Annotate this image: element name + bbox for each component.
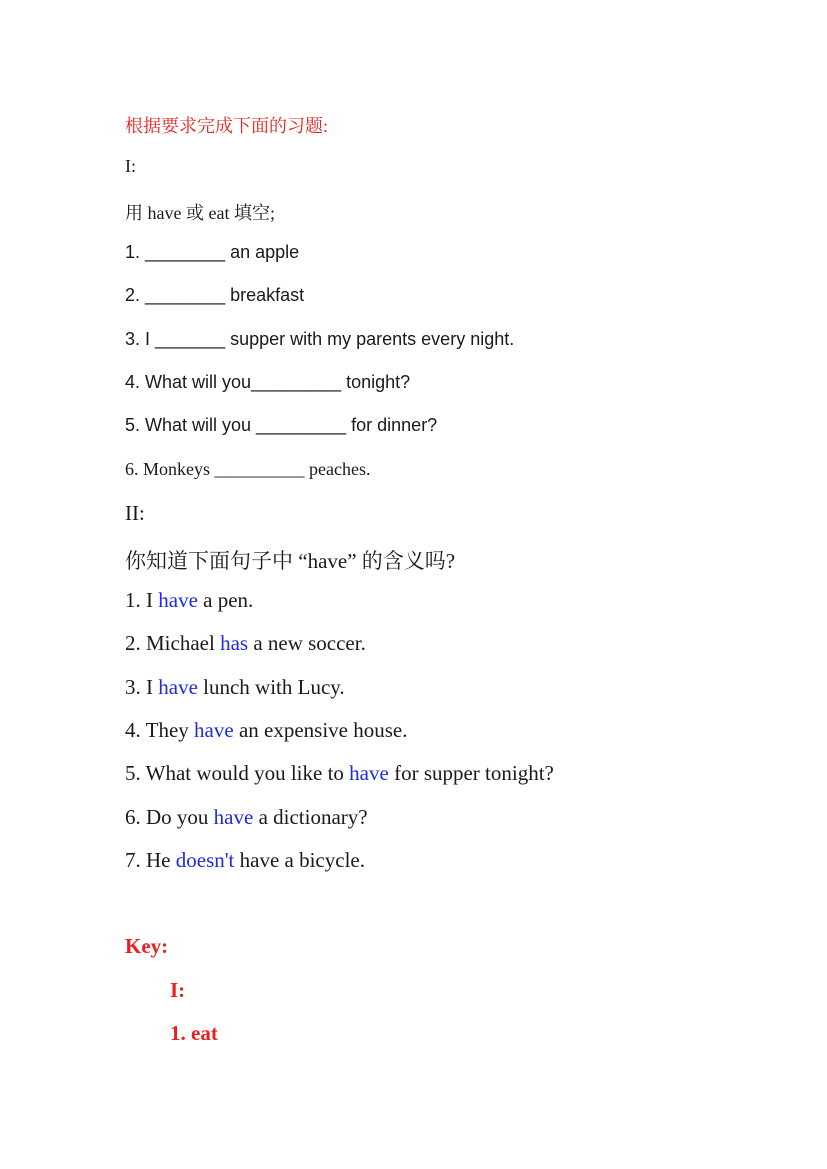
sentence-text: 1. I <box>125 588 159 612</box>
highlighted-word: doesn't <box>175 848 235 872</box>
sentence-text: 5. What would you like to <box>125 761 350 785</box>
sentence-5 <box>125 761 554 786</box>
sentence-text: a new soccer. <box>248 631 366 655</box>
sentence-2 <box>125 631 366 656</box>
part2-heading: II: <box>125 501 145 525</box>
part1-heading: I: <box>125 156 136 176</box>
sentence-text: 7. He <box>125 848 176 872</box>
highlighted-word: have <box>213 805 254 829</box>
prompt-or: 或 <box>185 203 204 223</box>
sentence-text: 3. I <box>125 675 159 699</box>
exercise-item-5: 5. What will you _________ for dinner? <box>125 415 438 435</box>
part2-question: 你知道下面句子中 “have” 的含义吗? <box>125 549 456 573</box>
sentence-text: have a bicycle. <box>234 848 365 872</box>
highlighted-word: have <box>158 675 198 699</box>
sentence-text: 4. They <box>125 718 195 742</box>
sentence-text: an expensive house. <box>233 718 408 742</box>
sentence-text: for supper tonight? <box>388 761 554 785</box>
prompt-word-have: have <box>147 203 182 223</box>
highlighted-word: have <box>349 761 389 785</box>
exercise-item-2: 2. ________ breakfast <box>125 285 305 305</box>
prompt-post: 填空; <box>233 203 275 223</box>
sentence-text: 2. Michael <box>125 631 221 655</box>
key-part-heading: I: <box>170 978 186 1002</box>
sentence-text: 6. Do you <box>125 805 214 829</box>
prompt-pre: 用 <box>125 203 143 223</box>
sentence-text: a dictionary? <box>253 805 368 829</box>
highlighted-word: have <box>158 588 198 612</box>
exercise-item-4: 4. What will you_________ tonight? <box>125 372 411 392</box>
part1-prompt <box>125 199 275 225</box>
sentence-7 <box>125 848 365 873</box>
highlighted-word: has <box>220 631 249 655</box>
instruction: 根据要求完成下面的习题: <box>125 116 328 136</box>
sentence-1 <box>125 588 253 613</box>
key-heading: Key: <box>125 934 169 958</box>
exercise-item-6: 6. Monkeys __________ peaches. <box>125 459 371 479</box>
sentence-3 <box>125 675 345 700</box>
prompt-word-eat: eat <box>208 203 230 223</box>
exercise-item-3: 3. I _______ supper with my parents every night. <box>125 329 515 349</box>
sentence-text: a pen. <box>197 588 254 612</box>
sentence-text: lunch with Lucy. <box>197 675 345 699</box>
key-answer-1: 1. eat <box>170 1021 218 1045</box>
exercise-item-1: 1. ________ an apple <box>125 242 300 262</box>
sentence-6 <box>125 805 368 830</box>
highlighted-word: have <box>194 718 234 742</box>
sentence-4 <box>125 718 407 743</box>
